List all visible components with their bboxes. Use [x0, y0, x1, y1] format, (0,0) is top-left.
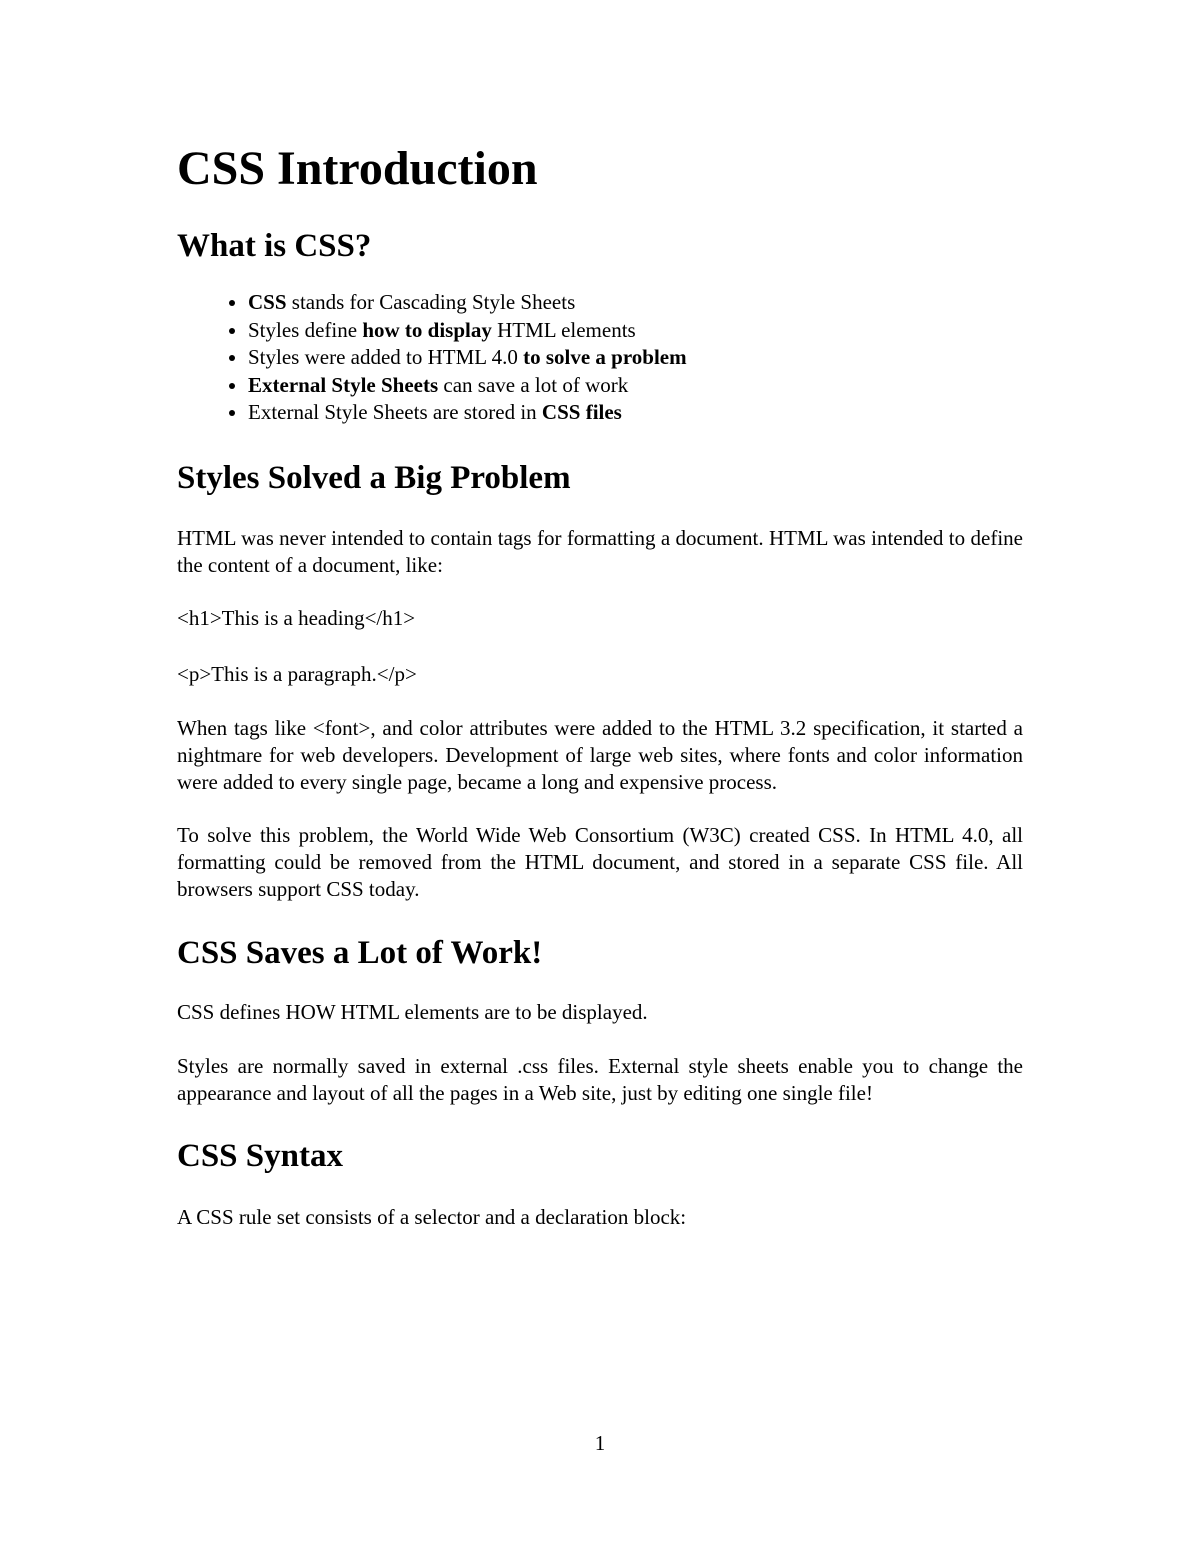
- heading-what-is-css: What is CSS?: [177, 228, 372, 264]
- list-item: • External Style Sheets can save a lot of work: [248, 372, 1023, 400]
- list-item: • External Style Sheets are stored in CSS files: [248, 399, 1023, 427]
- list-item: • Styles were added to HTML 4.0 to solve a problem: [248, 344, 1023, 372]
- heading-css-syntax: CSS Syntax: [177, 1137, 343, 1174]
- heading-styles-solved: Styles Solved a Big Problem: [177, 459, 571, 496]
- paragraph-html-intent: HTML was never intended to contain tags for formatting a document. HTML was intended to define the content of a document, like:: [177, 525, 1023, 577]
- page-title: CSS Introduction: [177, 142, 538, 195]
- list-item: • CSS stands for Cascading Style Sheets: [248, 289, 1023, 317]
- code-example-heading: <h1>This is a heading</h1>: [177, 605, 416, 630]
- paragraph-external-styles: Styles are normally saved in external .css files. External style sheets enable you to change the appearance and layout of all the pages in a Web site, just by editing one single file!: [177, 1053, 1023, 1105]
- page-content: [177, 138, 1023, 1231]
- paragraph-rule-set: A CSS rule set consists of a selector and a declaration block:: [177, 1204, 687, 1229]
- paragraph-css-defines: CSS defines HOW HTML elements are to be displayed.: [177, 999, 648, 1024]
- heading-saves-work: CSS Saves a Lot of Work!: [177, 934, 543, 971]
- code-example-paragraph: <p>This is a paragraph.</p>: [177, 661, 417, 686]
- page-number: 1: [594, 1431, 606, 1455]
- css-facts-list: [177, 289, 1023, 427]
- paragraph-font-tags: When tags like <font>, and color attributes were added to the HTML 3.2 specification, it started a nightmare for web developers. Development of large web sites, where fonts and color information were added to every single page, became a long and expensive process.: [177, 715, 1023, 794]
- paragraph-w3c: To solve this problem, the World Wide Web Consortium (W3C) created CSS. In HTML 4.0, all formatting could be removed from the HTML document, and stored in a separate CSS file. All browsers support CSS today.: [177, 822, 1023, 901]
- list-item: • Styles define how to display HTML elements: [248, 317, 1023, 345]
